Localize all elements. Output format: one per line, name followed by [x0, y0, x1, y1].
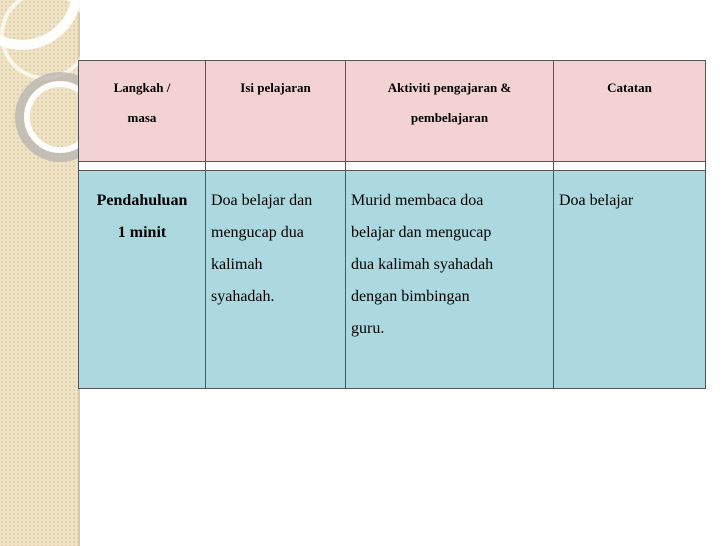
stage-duration: 1 minit: [117, 224, 167, 241]
header-text: Aktiviti pengajaran &: [387, 80, 512, 95]
header-cell-isi: [206, 61, 346, 162]
header-text: Catatan: [607, 80, 652, 95]
activity-cell: [346, 171, 554, 389]
notes-line: Doa belajar: [559, 192, 634, 209]
header-cell-aktiviti: [346, 61, 554, 162]
gap-cell: [206, 162, 346, 171]
content-line: kalimah: [211, 256, 263, 273]
lesson-plan-table: [78, 60, 706, 389]
content-cell: [206, 171, 346, 389]
activity-line: guru.: [351, 320, 385, 337]
activity-line: Murid membaca doa: [351, 192, 484, 209]
gap-cell: [346, 162, 554, 171]
table-header-row: [79, 61, 706, 162]
activity-line: belajar dan mengucap: [351, 224, 492, 241]
stage-cell: [79, 171, 206, 389]
table-gap-row: [79, 162, 706, 171]
gap-cell: [79, 162, 206, 171]
header-text: pembelajaran: [410, 110, 489, 125]
activity-line: dengan bimbingan: [351, 288, 470, 305]
gap-cell: [554, 162, 706, 171]
header-text: Isi pelajaran: [240, 80, 311, 95]
stage-label: Pendahuluan: [96, 192, 188, 209]
content-line: syahadah.: [211, 288, 275, 305]
header-text: masa: [127, 110, 157, 125]
content-line: mengucap dua: [211, 224, 304, 241]
header-cell-langkah: [79, 61, 206, 162]
activity-line: dua kalimah syahadah: [351, 256, 494, 273]
header-cell-catatan: [554, 61, 706, 162]
content-line: Doa belajar dan: [211, 192, 313, 209]
header-text: Langkah /: [113, 80, 171, 95]
table-row: [79, 171, 706, 389]
notes-cell: [554, 171, 706, 389]
